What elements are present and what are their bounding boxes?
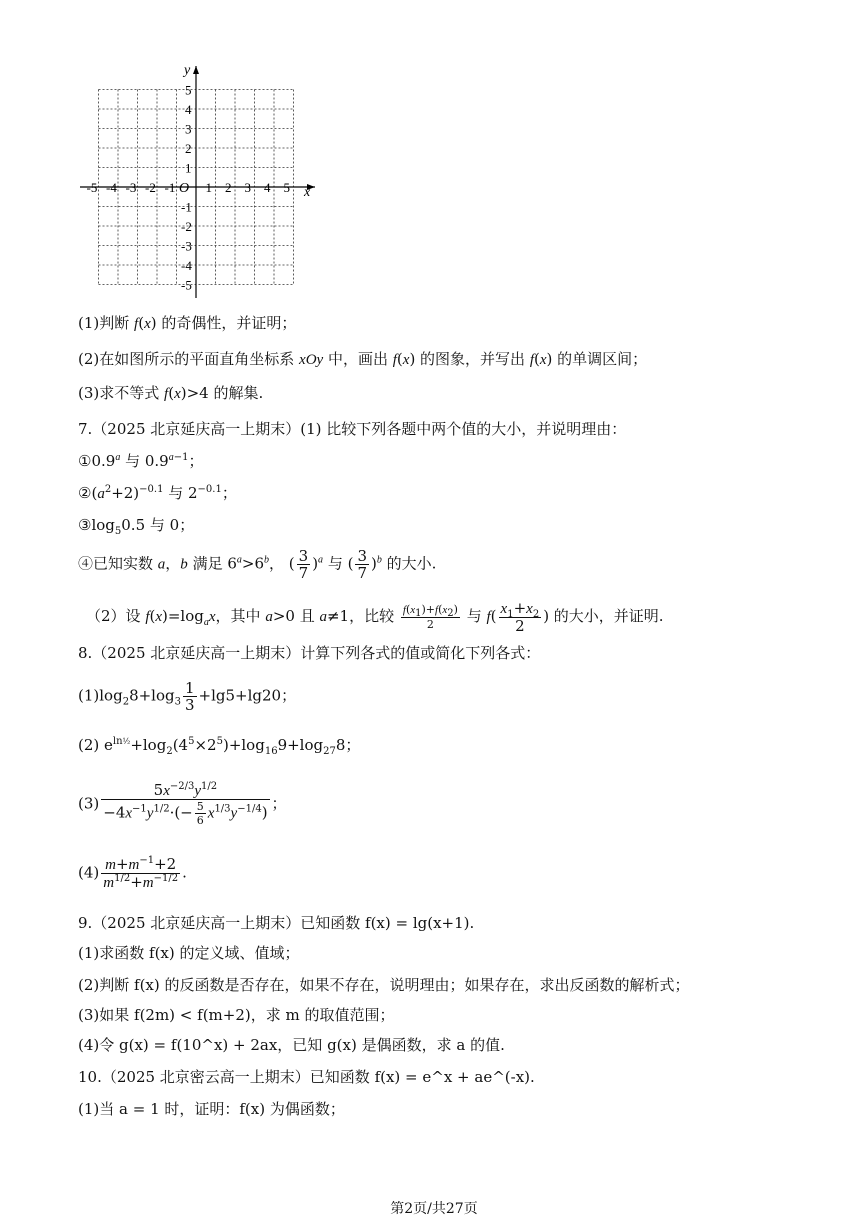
y-tick-label: 2 bbox=[185, 141, 192, 156]
q6-part1: (1)判断 f(x) 的奇偶性，并证明； bbox=[78, 314, 297, 332]
y-tick-label: 4 bbox=[185, 102, 192, 117]
q6-part3: (3)求不等式 f(x)>4 的解集. bbox=[78, 384, 264, 402]
x-tick-label: -1 bbox=[164, 180, 176, 195]
q8-expr2: (2) $e^{ln\frac{1}{2}}+\log_2(4^5\times 2^5)+\log_{16}9+\log_{27}8$； bbox=[78, 736, 361, 757]
q7-part2: （2）设 $f(x)=\log_ax$，其中 a>0 且 a≠1，比较 $\frac{f(x_1)+f(x_2)}{2}$ 与 f( $\frac{x_1+x_2}{2}$ ) 的大小，并证明. bbox=[86, 599, 664, 635]
y-tick-label: -2 bbox=[181, 219, 192, 234]
x-tick-label: -3 bbox=[125, 180, 137, 195]
q6-part2: (2)在如图所示的平面直角坐标系 xOy 中，画出 f(x) 的图象，并写出 f(x) 的单调区间； bbox=[78, 350, 648, 368]
q10-header: 10.（2025 北京密云高一上期末）已知函数 f(x) = e^x + ae^(-x). bbox=[78, 1068, 535, 1086]
q9-part2: (2)判断 f(x) 的反函数是否存在，如果不存在，说明理由；如果存在，求出反函数的解析式； bbox=[78, 976, 690, 994]
page-footer: 第2页/共27页 bbox=[390, 1201, 478, 1217]
q7-header: 7.（2025 北京延庆高一上期末）(1) 比较下列各题中两个值的大小，并说明理由： bbox=[78, 420, 627, 438]
origin-label: O bbox=[179, 181, 190, 196]
q7-item2: $②(a^2+2)^{-0.1}$ 与 $2^{-0.1}$； bbox=[78, 484, 237, 502]
q8-expr4: (4) $\frac{m+m^{-1}+2}{m^{1/2}+m^{-1/2}}$ . bbox=[78, 855, 187, 891]
x-tick-label: -4 bbox=[106, 180, 117, 195]
y-tick-label: 5 bbox=[185, 82, 192, 98]
q7-item1: ①0.9$^a$ 与 $0.9^{a-1}$； bbox=[78, 452, 204, 470]
q9-part3: (3)如果 f(2m) < f(m+2)，求 m 的取值范围； bbox=[78, 1006, 395, 1024]
x-tick-label: -5 bbox=[86, 180, 98, 195]
q8-expr1: $(1)\log_28+\log_3$ $\frac{1}{3}$ +lg5+lg20； bbox=[78, 679, 297, 714]
x-tick-label: 4 bbox=[264, 180, 271, 195]
x-tick-label: 1 bbox=[205, 180, 212, 195]
q8-header: 8.（2025 北京延庆高一上期末）计算下列各式的值或简化下列各式： bbox=[78, 644, 541, 662]
y-tick-label: -4 bbox=[181, 258, 192, 273]
q10-part1: (1)当 a = 1 时，证明：f(x) 为偶函数； bbox=[78, 1100, 345, 1118]
x-axis-label: x bbox=[304, 185, 311, 200]
x-tick-label: 2 bbox=[225, 180, 232, 195]
y-tick-label: -3 bbox=[181, 238, 192, 254]
q7-item4: ④已知实数 a，b 满足 $6^a>6^b$， ( $\frac{3}{7}$ )$^a$ 与 ( $\frac{3}{7}$ )$^b$ 的大小. bbox=[78, 547, 437, 582]
y-tick-label: -5 bbox=[181, 277, 192, 293]
q8-expr3: (3) $5x^{-2/3}y^{1/2}$ $-4x^{-1}y^{1/2}\cdot(-$ $\frac{5}{6}$ $x^{1/3}y^{-1/4}$) ； bbox=[78, 781, 287, 827]
y-axis-label: y bbox=[184, 63, 191, 78]
x-tick-label: -2 bbox=[145, 180, 156, 195]
q9-part1: (1)求函数 f(x) 的定义域、值域； bbox=[78, 944, 300, 962]
coordinate-grid bbox=[60, 62, 330, 302]
x-tick-label: 3 bbox=[244, 180, 251, 195]
y-tick-label: 3 bbox=[185, 121, 192, 137]
q9-part4: (4)令 g(x) = f(10^x) + 2ax，已知 g(x) 是偶函数，求 a 的值. bbox=[78, 1036, 505, 1054]
y-tick-label: 1 bbox=[185, 160, 192, 176]
q9-header: 9.（2025 北京延庆高一上期末）已知函数 f(x) = lg(x+1). bbox=[78, 914, 475, 932]
q7-item3: $③\log_50.5$ 与 0； bbox=[78, 516, 195, 537]
y-axis-arrow bbox=[193, 66, 199, 74]
y-tick-label: -1 bbox=[181, 199, 192, 215]
x-tick-label: 5 bbox=[283, 180, 290, 195]
